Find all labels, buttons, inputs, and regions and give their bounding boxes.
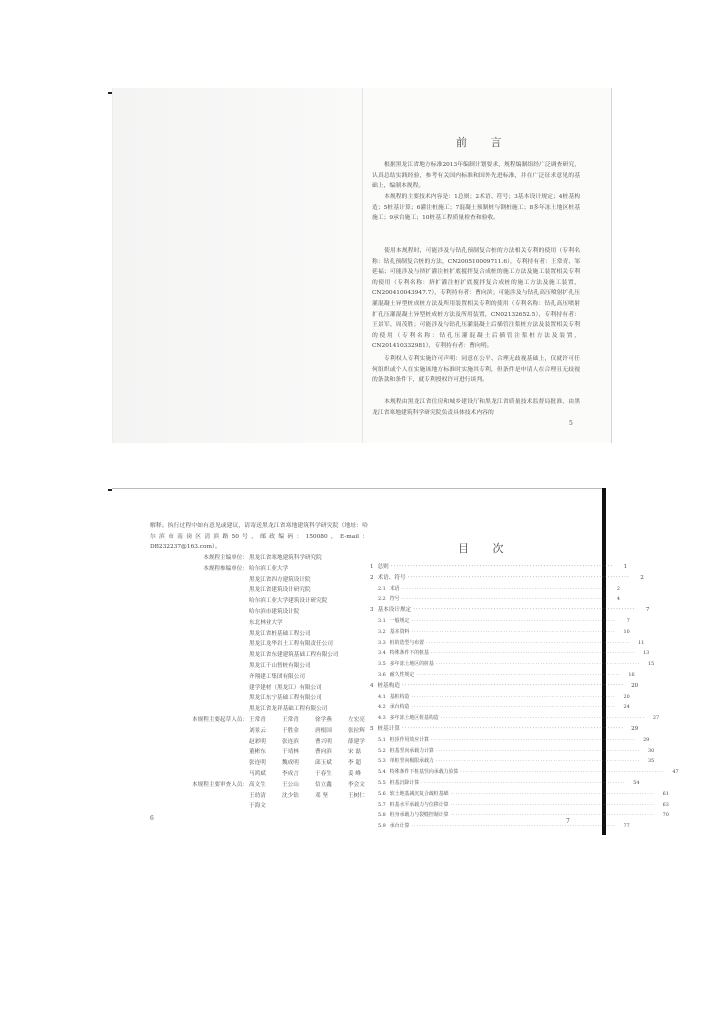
toc-leader: ················································································ bbox=[426, 639, 631, 646]
toc-subsection bbox=[370, 800, 669, 811]
person-name: 张连滨 bbox=[282, 738, 299, 745]
preface-paragraph: 本规程由黑龙江省住房和城乡建设厅和黑龙江省质量技术监督局批准，由黑龙江省寒地建筑科学研究院负责具体技术内容的 bbox=[372, 399, 580, 416]
toc-number: 5.5 bbox=[378, 779, 386, 786]
toc-number: 1 bbox=[370, 564, 374, 570]
person-name: 宋 磊 bbox=[348, 749, 361, 756]
toc-page: 24 bbox=[623, 704, 630, 711]
person-name: 曹兴明 bbox=[315, 738, 332, 745]
person-name: 于靖林 bbox=[282, 749, 299, 756]
person-name: 张拉辉 bbox=[348, 727, 365, 734]
toc-chapter bbox=[370, 562, 628, 573]
table-of-contents bbox=[370, 562, 679, 832]
person-name: 魏成明 bbox=[282, 760, 299, 767]
toc-number: 3 bbox=[370, 607, 374, 614]
toc-label: 符号 bbox=[389, 596, 400, 603]
org-item: 哈尔滨市建筑设计院 bbox=[249, 608, 300, 615]
toc-number: 5.9 bbox=[378, 823, 386, 830]
toc-number: 4.1 bbox=[378, 693, 386, 700]
toc-leader: ················································································ bbox=[411, 704, 616, 711]
credits-block bbox=[150, 553, 370, 812]
toc-leader: ················································································ bbox=[435, 661, 641, 668]
toc-subsection bbox=[370, 756, 655, 767]
toc-page: 11 bbox=[638, 639, 645, 646]
toc-page: 27 bbox=[652, 715, 660, 722]
toc-subsection bbox=[370, 638, 645, 649]
credits-label: 本规程主要审查人员： bbox=[192, 781, 248, 788]
toc-leader: ················································································ bbox=[407, 574, 630, 581]
toc-chapter bbox=[370, 681, 639, 692]
toc-label: 桩的选型与布置 bbox=[389, 639, 425, 646]
person-name: 王常青 bbox=[249, 716, 266, 723]
blank-left-page bbox=[113, 88, 363, 443]
preface-paragraph: 本规程的主要技术内容是：1总则；2术语、符号；3基本设计规定；4桩基构造；5桩基计算；6灌注桩施工；7混凝土预制桩与钢桩施工；8多年冻土地区桩基施工；9承台施工；10桩基工程质量检查和验收。 bbox=[372, 194, 580, 222]
drafter-names bbox=[248, 715, 379, 780]
person-name: 王常青 bbox=[282, 716, 299, 723]
person-name: 于胜金 bbox=[282, 727, 299, 734]
toc-label: 术语 bbox=[389, 585, 400, 592]
toc-leader: ················································································ bbox=[450, 812, 655, 819]
toc-chapter bbox=[370, 573, 644, 584]
toc-label: 特殊条件下的桩基 bbox=[389, 650, 429, 657]
toc-label: 多年冻土地区的桩基 bbox=[389, 661, 434, 668]
toc-leader: ················································································ bbox=[421, 779, 626, 786]
page-number: 5 bbox=[569, 420, 573, 427]
toc-number: 5.8 bbox=[378, 812, 386, 819]
org-item: 哈尔滨工业大学 bbox=[249, 565, 289, 572]
toc-leader: ················································································ bbox=[411, 617, 616, 624]
preface-title: 前 言 bbox=[456, 136, 512, 149]
person-name: 邱玉斌 bbox=[315, 760, 332, 767]
toc-subsection bbox=[370, 692, 630, 703]
toc-page: 2 bbox=[640, 574, 644, 581]
toc-label: 承台计算 bbox=[389, 823, 410, 830]
toc-number: 2.2 bbox=[378, 596, 386, 603]
toc-number: 3.4 bbox=[378, 650, 386, 657]
toc-subsection bbox=[370, 713, 660, 724]
toc-leader: ················································································ bbox=[430, 736, 636, 743]
left-intro-text: 解释。执行过程中如有意见或建议，请寄送黑龙江省寒地建筑科学研究院（地址：哈尔滨市南岗区清滨路50号，邮政编码：150080，E-mail：DB232237@163.com）。 bbox=[150, 523, 368, 551]
toc-page: 10 bbox=[623, 628, 630, 635]
toc-number: 4.2 bbox=[378, 704, 386, 711]
toc-leader: ················································································ bbox=[401, 725, 625, 732]
toc-number: 3.6 bbox=[378, 671, 386, 678]
toc-page: 54 bbox=[633, 779, 640, 786]
toc-chapter bbox=[370, 724, 639, 735]
person-name: 李 超 bbox=[348, 760, 361, 767]
toc-number: 5.1 bbox=[378, 736, 386, 743]
toc-page: 61 bbox=[662, 790, 669, 797]
toc-subsection bbox=[370, 746, 655, 757]
toc-label: 耐久性规定 bbox=[389, 671, 415, 678]
toc-label: 桩基水平承载力与位移计算 bbox=[389, 801, 449, 808]
toc-label: 总则 bbox=[377, 564, 389, 570]
toc-label: 桩顶作用效应计算 bbox=[389, 736, 429, 743]
toc-subsection bbox=[370, 789, 669, 800]
org-list bbox=[248, 564, 339, 715]
toc-page: 29 bbox=[631, 725, 639, 732]
org-item: 东北林业大学 bbox=[249, 619, 283, 626]
toc-leader: ················································································ bbox=[411, 628, 616, 635]
org-item: 哈尔滨工业大学建筑设计研究院 bbox=[249, 598, 328, 605]
person-name: 徐学燕 bbox=[315, 716, 332, 723]
toc-label: 桩基构造 bbox=[377, 682, 400, 689]
toc-subsection bbox=[370, 767, 679, 778]
toc-label: 特殊条件下桩基竖向承载力验算 bbox=[389, 769, 459, 776]
person-name: 刘景云 bbox=[249, 727, 266, 734]
reviewers-row bbox=[150, 780, 370, 812]
person-name: 邓 坚 bbox=[315, 792, 328, 799]
toc-page: 70 bbox=[662, 812, 669, 819]
person-name: 沈少钻 bbox=[282, 792, 299, 799]
toc-page: 1 bbox=[623, 564, 628, 570]
toc-page: 15 bbox=[647, 661, 655, 668]
toc-leader: ················································································ bbox=[440, 715, 646, 722]
toc-subsection bbox=[370, 735, 650, 746]
toc-number: 5.4 bbox=[378, 769, 386, 776]
toc-page: 77 bbox=[623, 823, 630, 830]
toc-leader: ················································································ bbox=[416, 671, 621, 678]
participating-orgs-row bbox=[150, 564, 370, 715]
person-name: 信立鑫 bbox=[315, 781, 332, 788]
chief-editor-row bbox=[150, 553, 370, 564]
person-name: 高文生 bbox=[249, 781, 266, 788]
person-name: 董彬东 bbox=[249, 749, 266, 756]
toc-chapter bbox=[370, 605, 650, 616]
toc-subsection bbox=[370, 659, 655, 670]
org-item: 黑龙江龙华岩土工程有限责任公司 bbox=[249, 641, 333, 648]
toc-title: 目 次 bbox=[458, 542, 514, 555]
toc-subsection bbox=[370, 778, 640, 789]
toc-leader: ················································································ bbox=[401, 596, 606, 603]
credits-label: 本规程主编单位： bbox=[203, 555, 248, 561]
toc-page: 20 bbox=[631, 682, 639, 689]
toc-leader: ················································································ bbox=[435, 747, 641, 754]
toc-number: 3.1 bbox=[378, 617, 386, 624]
person-name: 王公山 bbox=[282, 781, 299, 788]
toc-page: 35 bbox=[647, 758, 655, 765]
toc-page: 13 bbox=[643, 650, 650, 657]
toc-page: 2 bbox=[616, 585, 620, 592]
toc-subsection bbox=[370, 670, 635, 681]
org-item: 黑龙江省四方建筑设计院 bbox=[249, 576, 311, 583]
toc-number: 2 bbox=[370, 574, 374, 581]
toc-leader: ················································································ bbox=[390, 564, 614, 570]
credits-org: 黑龙江省寒地建筑科学研究院 bbox=[249, 555, 322, 561]
toc-label: 术语、符号 bbox=[377, 574, 406, 581]
toc-page: 20 bbox=[623, 693, 630, 700]
person-name: 张连明 bbox=[249, 760, 266, 767]
toc-page: 47 bbox=[672, 769, 679, 776]
toc-label: 基本设计规定 bbox=[377, 607, 412, 614]
toc-label: 承台构造 bbox=[389, 704, 410, 711]
toc-number: 2.1 bbox=[378, 585, 386, 592]
toc-number: 5.3 bbox=[378, 758, 386, 765]
drafters-row bbox=[150, 715, 370, 780]
toc-label: 桩基竖向承载力计算 bbox=[389, 747, 434, 754]
toc-number: 5 bbox=[370, 725, 374, 732]
org-item: 建学建材（黑龙江）有限公司 bbox=[249, 684, 322, 691]
toc-number: 5.2 bbox=[378, 747, 386, 754]
toc-subsection bbox=[370, 648, 650, 659]
toc-leader: ················································································ bbox=[450, 801, 655, 808]
org-item: 黑龙江省桩基础工程公司 bbox=[249, 630, 311, 637]
org-item: 齐翔建工集团有限公司 bbox=[249, 673, 305, 680]
toc-leader: ················································································ bbox=[450, 790, 655, 797]
toc-leader: ················································································ bbox=[411, 823, 616, 830]
toc-number: 5.7 bbox=[378, 801, 386, 808]
person-name: 于海文 bbox=[249, 803, 266, 810]
person-name: 左宏亮 bbox=[348, 716, 365, 723]
scan-edge bbox=[112, 488, 606, 489]
preface-paragraph: 根据黑龙江省地方标准2013年编制计划要求，规程编制组经广泛调查研究，认真总结实践经验，参考有关国内标准和国外先进标准，并在广泛征求意见的基础上，编制本规程。 bbox=[372, 162, 580, 190]
toc-subsection bbox=[370, 702, 630, 713]
person-name: 马鸿斌 bbox=[249, 770, 266, 777]
toc-label: 桩基沉降计算 bbox=[389, 779, 420, 786]
toc-number: 3.5 bbox=[378, 661, 386, 668]
toc-leader: ················································································ bbox=[413, 607, 636, 614]
person-name: 王树仁 bbox=[348, 792, 365, 799]
person-name: 姜 峰 bbox=[348, 770, 361, 777]
toc-label: 基桩构造 bbox=[389, 693, 410, 700]
toc-page: 29 bbox=[643, 736, 650, 743]
reviewer-names bbox=[248, 780, 379, 812]
toc-label: 软土地基减沉复合疏桩基础 bbox=[389, 790, 449, 797]
toc-leader: ················································································ bbox=[430, 650, 636, 657]
credits-label: 本规程参编单位： bbox=[203, 565, 248, 572]
org-item: 黑龙江千山智桩有限公司 bbox=[249, 662, 311, 669]
toc-number: 3.3 bbox=[378, 639, 386, 646]
org-item: 黑龙江省东建建筑基础工程有限公司 bbox=[249, 652, 339, 659]
toc-page: 7 bbox=[645, 607, 650, 614]
person-name: 赵彩明 bbox=[249, 738, 266, 745]
page-number: 7 bbox=[566, 818, 570, 825]
toc-page: 4 bbox=[616, 596, 620, 603]
toc-label: 一般规定 bbox=[389, 617, 410, 624]
toc-page: 16 bbox=[628, 671, 635, 678]
person-name: 王幼清 bbox=[249, 792, 266, 799]
person-name: 李成言 bbox=[282, 770, 299, 777]
person-name: 于春生 bbox=[315, 770, 332, 777]
org-item: 黑龙江东宁基础工程有限公司 bbox=[249, 695, 322, 702]
toc-label: 基本资料 bbox=[389, 628, 410, 635]
person-name: 曹向滨 bbox=[315, 749, 332, 756]
toc-subsection bbox=[370, 810, 669, 821]
toc-number: 4.3 bbox=[378, 715, 386, 722]
toc-subsection bbox=[370, 821, 630, 832]
preface-paragraph: 使用本规程时，可能涉及与钻孔预制复合桩的方法相关专利的使用（专利名称：钻孔预制复合桩的方法，CN200510009711.6），专利持有者：王常青、邹延福；可能涉及与挤扩灌注桩扩底搅拌复合成桩的施工方法及施工装置相关专利的使用（专利名称：挤扩灌注桩扩底搅拌复合成桩的施工方法及施工装置，CN200410043947.7），专利持有者：曹向滨；可能涉及与钻孔高压喷射扩孔压灌混凝土异型桩成桩方法及所用装置相关专利的使用（专利名称：钻孔高压喷射扩孔压灌混凝土异型桩成桩方法及所用装置，CN02132652.5），专利持有者：王景军、周茂胜；可能涉及与钻孔压灌混凝土后插管注浆桩方法及装置相关专利的使用（专利名称：钻孔压灌混凝土后插管注浆桩方法及装置，CN201410332981），专利持有者：曹向明。 bbox=[372, 248, 580, 350]
toc-leader: ················································································ bbox=[435, 758, 641, 765]
credits-label: 本规程主要起草人员： bbox=[192, 716, 248, 723]
toc-label: 桩身承载力与裂缝控制计算 bbox=[389, 812, 449, 819]
toc-number: 4 bbox=[370, 682, 374, 689]
org-item: 黑龙江省龙祥基础工程有限公司 bbox=[249, 706, 328, 713]
toc-number: 5.6 bbox=[378, 790, 386, 797]
toc-page: 7 bbox=[626, 617, 630, 624]
toc-label: 多年冻土地区桩基构造 bbox=[389, 715, 439, 722]
toc-label: 桩基计算 bbox=[377, 725, 400, 732]
person-name: 李会文 bbox=[348, 781, 365, 788]
toc-leader: ················································································ bbox=[460, 769, 665, 776]
org-item: 黑龙江省建筑设计研究院 bbox=[249, 587, 311, 594]
person-name: 唐根国 bbox=[315, 727, 332, 734]
toc-number: 3.2 bbox=[378, 628, 386, 635]
toc-leader: ················································································ bbox=[401, 585, 606, 592]
page-number: 6 bbox=[150, 815, 154, 822]
toc-subsection bbox=[370, 584, 620, 595]
toc-label: 单桩竖向极限承载力 bbox=[389, 758, 434, 765]
toc-leader: ················································································ bbox=[401, 682, 625, 689]
person-name: 薛建学 bbox=[348, 738, 365, 745]
toc-subsection bbox=[370, 627, 630, 638]
toc-leader: ················································································ bbox=[411, 693, 616, 700]
toc-page: 30 bbox=[647, 747, 655, 754]
toc-page: 63 bbox=[662, 801, 669, 808]
preface-paragraph: 专利权人专利实施许可声明：同意在公平、合理无歧视基础上，仅就许可任何组织或个人在实施该地方标准时实施其专利，但条件是申请人在合理且无歧视的条款和条件下，就专利授权许可进行谈判。 bbox=[372, 356, 580, 384]
toc-subsection bbox=[370, 594, 620, 605]
toc-subsection bbox=[370, 616, 630, 627]
